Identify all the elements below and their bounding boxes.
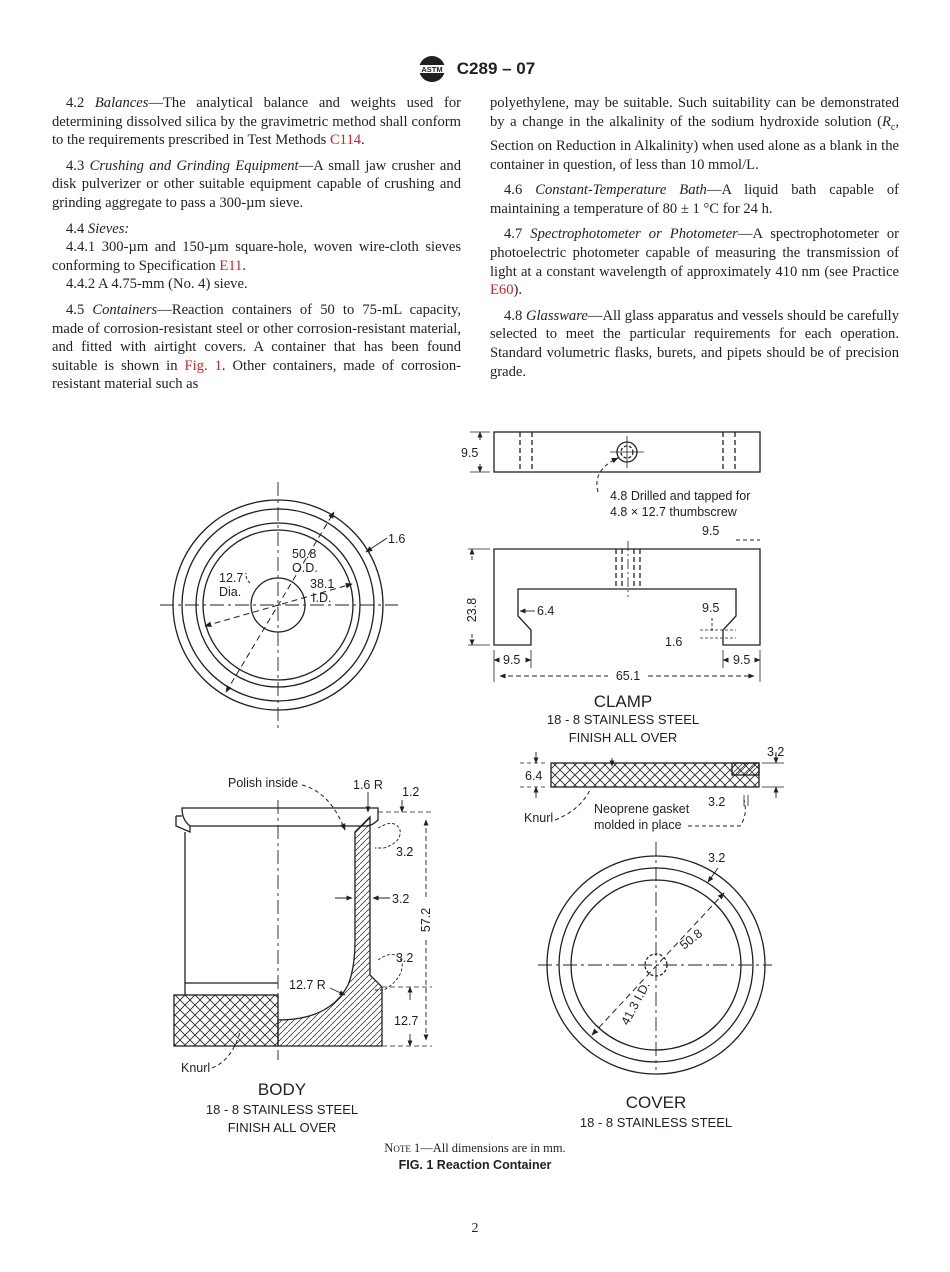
dim-65-1: 65.1 [615,669,641,683]
dim-clamp-9-5: 9.5 [702,524,720,538]
figure-note: Note 1—All dimensions are in mm. [384,1141,566,1155]
para-4-7: 4.7 Spectrophotometer or Photometer—A spectrophotometer or photoelectric photometer capable of measuring the transmission of light at a constant wavelength of approximately 410 nm (see Practice E60). [490,226,899,299]
label-od: O.D. [292,561,318,575]
dim-body-3-2-c: 3.2 [396,951,414,965]
dim-body-12-7: 12.7 [394,1014,419,1028]
dim-1-6-r: 1.6 R [353,778,383,792]
cover-top-view [538,842,772,1074]
para-4-3: 4.3 Crushing and Grinding Equipment—A small jaw crusher and disk pulverizer or other suitable equipment capable of crushing and grinding aggregate to pass a 300-µm sieve. [52,157,461,211]
dim-12-7: 12.7 [219,571,244,585]
para-4-4: 4.4 Sieves: [66,220,130,237]
label-dia: Dia. [219,585,242,599]
dim-23-8: 23.8 [465,597,479,623]
dim-12-7-r: 12.7 R [289,978,326,992]
astm-logo-icon [415,54,449,84]
clamp-top-view [470,432,760,492]
dim-clamp-1-6: 1.6 [665,635,683,649]
dim-gasket-3-2-b: 3.2 [708,795,726,809]
ref-e11[interactable]: E11 [219,257,243,274]
dim-57-2: 57.2 [419,907,433,933]
designation: C289 – 07 [456,59,536,78]
page-number: 2 [471,1221,479,1236]
body-finish: FINISH ALL OVER [227,1120,337,1135]
dim-6-4: 6.4 [537,604,555,618]
figure-caption: FIG. 1 Reaction Container [398,1158,552,1172]
body-title: BODY [257,1080,307,1099]
polish-inside-label: Polish inside [228,776,299,790]
right-column [490,94,899,388]
dim-38-1: 38.1 [310,577,335,591]
clamp-finish: FINISH ALL OVER [568,730,678,745]
body-material: 18 - 8 STAINLESS STEEL [205,1102,359,1117]
para-4-2: 4.2 Balances—The analytical balance and weights used for determining dissolved silica by the gravimetric method shall conform to the requirements prescribed in Test Methods C114. [52,95,461,149]
dim-clamp-inner-9-5: 9.5 [702,601,720,615]
clamp-title: CLAMP [593,692,653,711]
dim-1-2: 1.2 [402,785,420,799]
body-top-view [160,482,398,730]
dim-clamp-9-5-top: 9.5 [461,446,479,460]
dim-cover-3-2: 3.2 [708,851,726,865]
neoprene-label-1: Neoprene gasket [594,802,690,816]
dim-cover-41-3: 41.3 I.D. [618,979,653,1028]
dim-50-8: 50.8 [292,547,317,561]
clamp-note-1: 4.8 Drilled and tapped for [610,489,751,503]
para-4-4-2: 4.4.2 A 4.75-mm (No. 4) sieve. [66,276,248,293]
clamp-material: 18 - 8 STAINLESS STEEL [546,712,700,727]
svg-text:ASTM: ASTM [421,65,443,74]
dim-1-6: 1.6 [388,532,406,546]
cover-title: COVER [625,1093,687,1112]
ref-fig-1[interactable]: Fig. 1 [184,357,222,374]
dim-clamp-left-9-5: 9.5 [503,653,521,667]
figure-reaction-container [0,420,950,1143]
gasket-knurl-label: Knurl [524,811,554,825]
technical-drawing [0,420,950,1138]
cover-material: 18 - 8 STAINLESS STEEL [579,1115,733,1130]
clamp-note-2: 4.8 × 12.7 thumbscrew [610,505,737,519]
dim-gasket-6-4: 6.4 [525,769,543,783]
page-header [0,54,950,84]
para-4-5-cont: polyethylene, may be suitable. Such suitability can be demonstrated by a change in the alkalinity of the sodium hydroxide solution ($R_c$, Section on Reduction in Alkalinity) when used alone as a blank in the container in question, of less than 10 mmol/L. [490,95,899,173]
dim-gasket-3-2: 3.2 [767,745,785,759]
dim-body-3-2-b: 3.2 [392,892,410,906]
body-knurl-label: Knurl [181,1061,211,1075]
left-column [52,94,461,401]
dim-body-3-2-a: 3.2 [396,845,414,859]
para-4-6: 4.6 Constant-Temperature Bath—A liquid bath capable of maintaining a temperature of 80 ± 1 °C for 24 h. [490,182,899,217]
dim-clamp-right-9-5: 9.5 [733,653,751,667]
dim-cover-50-8: 50.8 [677,926,706,953]
ref-c114[interactable]: C114 [329,132,362,149]
label-id: I.D. [312,591,332,605]
neoprene-label-2: molded in place [594,818,682,832]
para-4-5: 4.5 Containers—Reaction containers of 50 to 75-mL capacity, made of corrosion-resistant steel or other corrosion-resistant material, and fitted with airtight covers. A container that has been found suitable is shown in Fig. 1. Other containers, made of corrosion-resistant material such as [52,301,461,393]
ref-e60[interactable]: E60 [490,282,514,299]
para-4-4-1: 4.4.1 300-µm and 150-µm square-hole, woven wire-cloth sieves conforming to Specification E11. [52,239,461,274]
para-4-8: 4.8 Glassware—All glass apparatus and vessels should be carefully selected to meet the particular requirements for each operation. Standard volumetric flasks, burets, and pipets should be of precision grade. [490,307,899,380]
